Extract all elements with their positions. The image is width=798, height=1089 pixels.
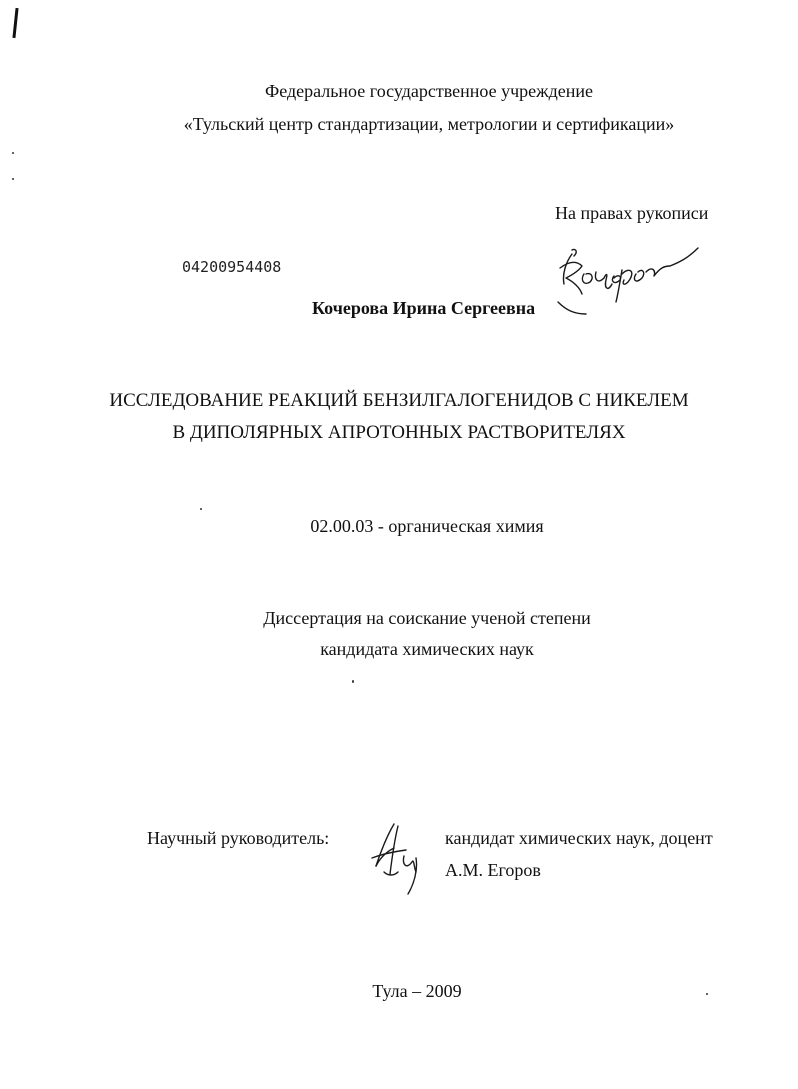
degree-line-1: Диссертация на соискание ученой степени xyxy=(263,608,591,628)
specialty-code: 02.00.03 - органическая химия xyxy=(310,516,544,536)
author-signature xyxy=(552,232,702,317)
scan-speck xyxy=(12,152,14,154)
rights-note: На правах рукописи xyxy=(555,203,709,223)
degree-line-2: кандидата химических наук xyxy=(320,639,534,659)
dissertation-title-line-1: ИССЛЕДОВАНИЕ РЕАКЦИЙ БЕНЗИЛГАЛОГЕНИДОВ С НИКЕЛЕМ xyxy=(109,390,689,411)
supervisor-credentials: кандидат химических наук, доцент xyxy=(445,828,713,848)
supervisor-signature xyxy=(368,818,428,898)
scan-speck xyxy=(12,178,14,180)
institution-line-1: Федеральное государственное учреждение xyxy=(264,81,594,101)
city-year: Тула – 2009 xyxy=(372,981,462,1001)
catalog-number: 04200954408 xyxy=(182,258,282,276)
dissertation-title-line-2: В ДИПОЛЯРНЫХ АПРОТОННЫХ РАСТВОРИТЕЛЯХ xyxy=(172,422,626,443)
institution-line-2: «Тульский центр стандартизации, метрологии и сертификации» xyxy=(183,114,675,134)
supervisor-label: Научный руководитель: xyxy=(147,828,330,848)
author-name: Кочерова Ирина Сергеевна xyxy=(312,298,536,318)
supervisor-name: А.М. Егоров xyxy=(445,860,541,880)
scan-speck xyxy=(352,680,354,683)
scan-mark xyxy=(12,8,18,38)
scan-speck xyxy=(200,508,202,510)
